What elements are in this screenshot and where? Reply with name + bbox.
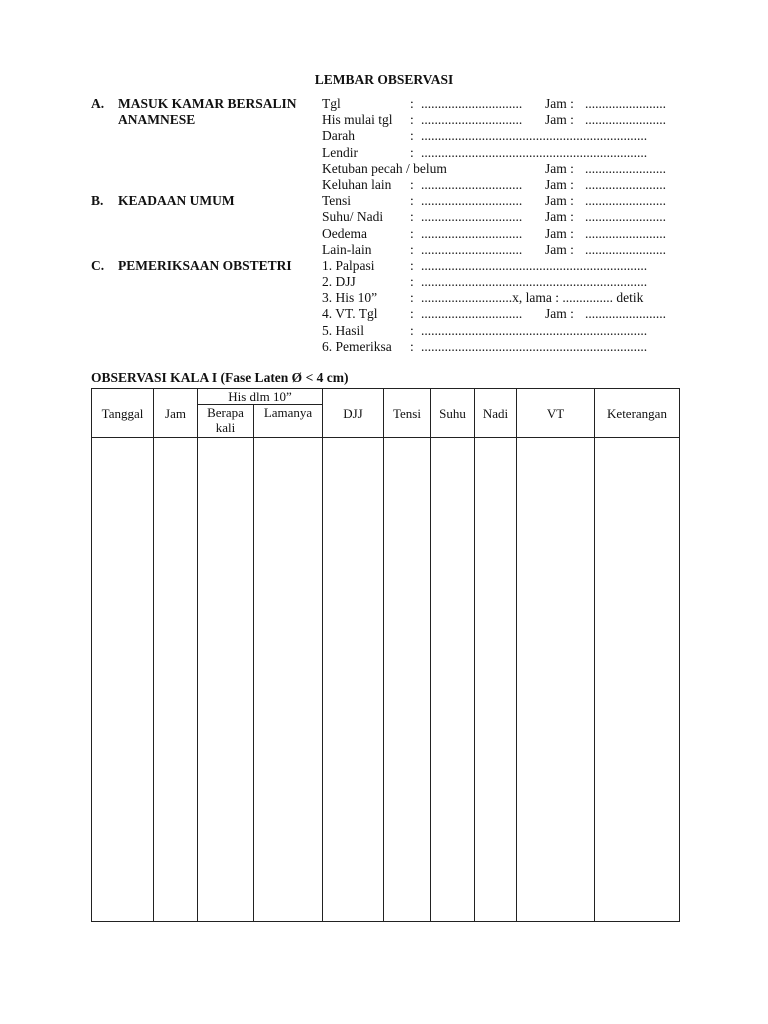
col-header-vt: VT <box>517 389 595 438</box>
field-label: Tensi <box>322 193 352 208</box>
observation-table <box>91 388 680 922</box>
field-jam-blank: ........................ <box>585 96 666 111</box>
section-a-subtitle: ANAMNESE <box>118 112 196 127</box>
field-jam-label: Jam : <box>545 112 574 127</box>
section-c-letter: C. <box>91 258 105 273</box>
field-value-blank: ................................................................... <box>421 258 648 273</box>
page-title: LEMBAR OBSERVASI <box>314 72 454 87</box>
table-cell[interactable] <box>254 438 323 922</box>
table-row <box>92 438 680 922</box>
field-jam-label: Jam : <box>545 242 574 257</box>
section-b-title: KEADAAN UMUM <box>118 193 235 208</box>
field-jam-blank: ........................ <box>585 193 666 208</box>
field-jam-label: Jam : <box>545 306 574 321</box>
table-cell[interactable] <box>431 438 475 922</box>
field-label: His mulai tgl <box>322 112 393 127</box>
field-label: Tgl <box>322 96 341 111</box>
field-colon: : <box>410 145 414 160</box>
field-label: 3. His 10” <box>322 290 378 305</box>
field-value-blank: .............................. <box>421 193 523 208</box>
field-label: Keluhan lain <box>322 177 392 192</box>
field-label: 5. Hasil <box>322 323 364 338</box>
col-header-tanggal: Tanggal <box>92 389 154 438</box>
field-colon: : <box>410 323 414 338</box>
field-value-blank: ................................................................... <box>421 274 648 289</box>
table-cell[interactable] <box>384 438 431 922</box>
field-label: Ketuban pecah / belum <box>322 161 447 176</box>
field-jam-label: Jam : <box>545 96 574 111</box>
field-label: Oedema <box>322 226 367 241</box>
field-label: Suhu/ Nadi <box>322 209 384 224</box>
field-value-blank: .............................. <box>421 96 523 111</box>
table-cell[interactable] <box>517 438 595 922</box>
field-value-blank: .............................. <box>421 177 523 192</box>
section-b-letter: B. <box>91 193 104 208</box>
table-cell[interactable] <box>323 438 384 922</box>
col-header-berapa-kali: Berapa kali <box>198 405 254 438</box>
table-cell[interactable] <box>475 438 517 922</box>
field-label: 1. Palpasi <box>322 258 375 273</box>
section-a-title: MASUK KAMAR BERSALIN <box>118 96 297 111</box>
field-value-blank: .............................. <box>421 209 523 224</box>
field-colon: : <box>410 209 414 224</box>
col-header-lamanya: Lamanya <box>254 405 323 438</box>
field-value-blank: ................................................................... <box>421 339 648 354</box>
field-jam-blank: ........................ <box>585 242 666 257</box>
field-value-blank: .............................. <box>421 242 523 257</box>
section-c-title: PEMERIKSAAN OBSTETRI <box>118 258 292 273</box>
field-jam-blank: ........................ <box>585 161 666 176</box>
field-value-blank: ...........................x, lama : ............... detik <box>421 290 644 305</box>
col-header-tensi: Tensi <box>384 389 431 438</box>
field-colon: : <box>410 242 414 257</box>
col-header-jam: Jam <box>154 389 198 438</box>
field-label: Darah <box>322 128 355 143</box>
field-jam-blank: ........................ <box>585 306 666 321</box>
field-label: Lendir <box>322 145 358 160</box>
col-header-his-group: His dlm 10” <box>198 389 323 405</box>
field-value-blank: ................................................................... <box>421 128 648 143</box>
field-colon: : <box>410 112 414 127</box>
table-cell[interactable] <box>198 438 254 922</box>
field-value-blank: .............................. <box>421 226 523 241</box>
field-colon: : <box>410 258 414 273</box>
field-colon: : <box>410 306 414 321</box>
field-value-blank: ................................................................... <box>421 145 648 160</box>
field-colon: : <box>410 226 414 241</box>
field-jam-blank: ........................ <box>585 209 666 224</box>
field-jam-label: Jam : <box>545 161 574 176</box>
field-value-blank: .............................. <box>421 112 523 127</box>
col-header-suhu: Suhu <box>431 389 475 438</box>
section-a-letter: A. <box>91 96 105 111</box>
table-cell[interactable] <box>92 438 154 922</box>
field-jam-label: Jam : <box>545 226 574 241</box>
table-cell[interactable] <box>595 438 680 922</box>
field-colon: : <box>410 274 414 289</box>
field-colon: : <box>410 290 414 305</box>
field-jam-blank: ........................ <box>585 112 666 127</box>
field-label: 4. VT. Tgl <box>322 306 378 321</box>
field-jam-blank: ........................ <box>585 226 666 241</box>
field-jam-label: Jam : <box>545 193 574 208</box>
field-colon: : <box>410 96 414 111</box>
field-colon: : <box>410 339 414 354</box>
table-cell[interactable] <box>154 438 198 922</box>
field-jam-label: Jam : <box>545 209 574 224</box>
field-jam-label: Jam : <box>545 177 574 192</box>
field-label: 2. DJJ <box>322 274 356 289</box>
field-label: Lain-lain <box>322 242 372 257</box>
field-jam-blank: ........................ <box>585 177 666 192</box>
col-header-nadi: Nadi <box>475 389 517 438</box>
field-colon: : <box>410 128 414 143</box>
col-header-djj: DJJ <box>323 389 384 438</box>
col-header-keterangan: Keterangan <box>595 389 680 438</box>
field-value-blank: ................................................................... <box>421 323 648 338</box>
field-colon: : <box>410 177 414 192</box>
table-heading: OBSERVASI KALA I (Fase Laten Ø < 4 cm) <box>91 370 349 385</box>
field-value-blank: .............................. <box>421 306 523 321</box>
field-label: 6. Pemeriksa <box>322 339 392 354</box>
field-colon: : <box>410 193 414 208</box>
